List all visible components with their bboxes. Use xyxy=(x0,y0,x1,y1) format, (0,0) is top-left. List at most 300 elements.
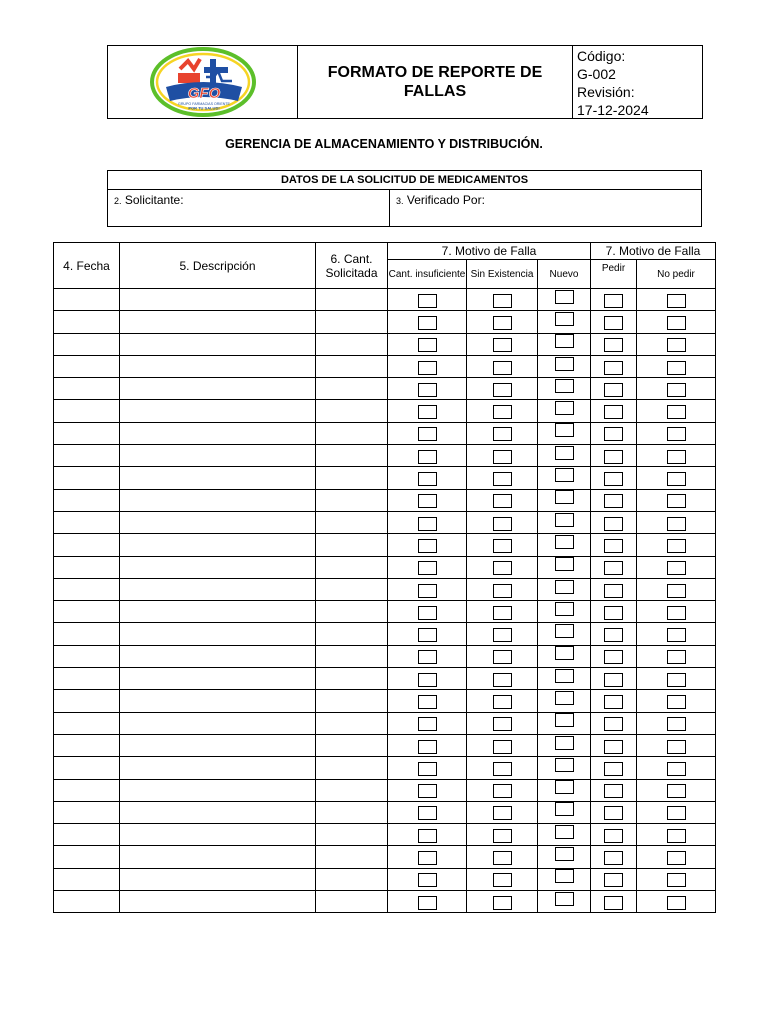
nuevo-cell xyxy=(538,578,591,600)
nuevo-checkbox[interactable] xyxy=(555,468,574,482)
sin-existencia-checkbox[interactable] xyxy=(493,896,512,910)
cant-solicitada-cell[interactable] xyxy=(316,534,388,556)
document-code-block xyxy=(573,46,702,118)
descripcion-cell[interactable] xyxy=(120,400,316,422)
fecha-cell[interactable] xyxy=(54,690,120,712)
document-header xyxy=(107,45,703,119)
cant-solicitada-cell[interactable] xyxy=(316,422,388,444)
nuevo-checkbox[interactable] xyxy=(555,758,574,772)
descripcion-cell[interactable] xyxy=(120,868,316,890)
no-pedir-checkbox[interactable] xyxy=(667,338,686,352)
table-row xyxy=(54,489,716,511)
request-data-box xyxy=(107,170,702,227)
sin-existencia-cell xyxy=(467,623,538,645)
no-pedir-checkbox[interactable] xyxy=(667,673,686,687)
table-row xyxy=(54,556,716,578)
cant-insuficiente-cell xyxy=(388,333,467,355)
table-row xyxy=(54,289,716,311)
cant-solicitada-cell[interactable] xyxy=(316,623,388,645)
sin-existencia-checkbox[interactable] xyxy=(493,740,512,754)
descripcion-cell[interactable] xyxy=(120,556,316,578)
no-pedir-checkbox[interactable] xyxy=(667,717,686,731)
cant-insuficiente-checkbox[interactable] xyxy=(418,316,437,330)
pedir-checkbox[interactable] xyxy=(604,829,623,843)
fecha-cell[interactable] xyxy=(54,757,120,779)
cant-insuficiente-checkbox[interactable] xyxy=(418,806,437,820)
no-pedir-cell xyxy=(637,690,716,712)
cant-insuficiente-checkbox[interactable] xyxy=(418,740,437,754)
revision-label: Revisión: xyxy=(577,84,635,100)
descripcion-cell[interactable] xyxy=(120,779,316,801)
nuevo-checkbox[interactable] xyxy=(555,513,574,527)
no-pedir-checkbox[interactable] xyxy=(667,829,686,843)
pedir-cell xyxy=(591,623,637,645)
cant-insuficiente-cell xyxy=(388,489,467,511)
fecha-cell[interactable] xyxy=(54,891,120,913)
fecha-cell[interactable] xyxy=(54,289,120,311)
no-pedir-cell xyxy=(637,734,716,756)
fecha-cell[interactable] xyxy=(54,712,120,734)
cant-insuficiente-checkbox[interactable] xyxy=(418,383,437,397)
pedir-checkbox[interactable] xyxy=(604,294,623,308)
cant-solicitada-cell[interactable] xyxy=(316,891,388,913)
pedir-checkbox[interactable] xyxy=(604,338,623,352)
fecha-cell[interactable] xyxy=(54,668,120,690)
cant-insuficiente-checkbox[interactable] xyxy=(418,494,437,508)
table-row xyxy=(54,378,716,400)
fecha-cell[interactable] xyxy=(54,378,120,400)
descripcion-cell[interactable] xyxy=(120,289,316,311)
sin-existencia-checkbox[interactable] xyxy=(493,405,512,419)
no-pedir-checkbox[interactable] xyxy=(667,695,686,709)
nuevo-checkbox[interactable] xyxy=(555,691,574,705)
cant-insuficiente-cell xyxy=(388,511,467,533)
no-pedir-cell xyxy=(637,400,716,422)
pedir-checkbox[interactable] xyxy=(604,762,623,776)
nuevo-checkbox[interactable] xyxy=(555,713,574,727)
sin-existencia-checkbox[interactable] xyxy=(493,517,512,531)
nuevo-checkbox[interactable] xyxy=(555,490,574,504)
table-row xyxy=(54,578,716,600)
no-pedir-cell xyxy=(637,422,716,444)
cant-insuficiente-checkbox[interactable] xyxy=(418,517,437,531)
nuevo-cell xyxy=(538,355,591,377)
fecha-cell[interactable] xyxy=(54,311,120,333)
pedir-checkbox[interactable] xyxy=(604,896,623,910)
sin-existencia-cell xyxy=(467,489,538,511)
no-pedir-checkbox[interactable] xyxy=(667,628,686,642)
pedir-checkbox[interactable] xyxy=(604,561,623,575)
no-pedir-checkbox[interactable] xyxy=(667,405,686,419)
pedir-checkbox[interactable] xyxy=(604,740,623,754)
descripcion-cell[interactable] xyxy=(120,511,316,533)
cant-solicitada-cell[interactable] xyxy=(316,311,388,333)
sin-existencia-checkbox[interactable] xyxy=(493,316,512,330)
no-pedir-checkbox[interactable] xyxy=(667,851,686,865)
cant-insuficiente-checkbox[interactable] xyxy=(418,851,437,865)
nuevo-cell xyxy=(538,556,591,578)
table-row xyxy=(54,668,716,690)
no-pedir-checkbox[interactable] xyxy=(667,873,686,887)
sin-existencia-cell xyxy=(467,355,538,377)
nuevo-checkbox[interactable] xyxy=(555,602,574,616)
fecha-cell[interactable] xyxy=(54,578,120,600)
no-pedir-checkbox[interactable] xyxy=(667,650,686,664)
descripcion-cell[interactable] xyxy=(120,757,316,779)
header-nuevo: Nuevo xyxy=(538,260,591,289)
pedir-cell xyxy=(591,422,637,444)
descripcion-cell[interactable] xyxy=(120,891,316,913)
logo-slogan: POR TU SALUD! xyxy=(187,105,220,111)
table-row xyxy=(54,645,716,667)
descripcion-cell[interactable] xyxy=(120,623,316,645)
nuevo-checkbox[interactable] xyxy=(555,557,574,571)
table-row xyxy=(54,846,716,868)
cant-solicitada-cell[interactable] xyxy=(316,734,388,756)
no-pedir-checkbox[interactable] xyxy=(667,383,686,397)
no-pedir-checkbox[interactable] xyxy=(667,539,686,553)
sin-existencia-cell xyxy=(467,378,538,400)
sin-existencia-cell xyxy=(467,467,538,489)
sin-existencia-checkbox[interactable] xyxy=(493,628,512,642)
sin-existencia-checkbox[interactable] xyxy=(493,539,512,553)
no-pedir-cell xyxy=(637,467,716,489)
cant-insuficiente-checkbox[interactable] xyxy=(418,896,437,910)
pedir-checkbox[interactable] xyxy=(604,584,623,598)
nuevo-cell xyxy=(538,378,591,400)
fecha-cell[interactable] xyxy=(54,333,120,355)
descripcion-cell[interactable] xyxy=(120,422,316,444)
sin-existencia-checkbox[interactable] xyxy=(493,450,512,464)
nuevo-cell xyxy=(538,511,591,533)
table-row xyxy=(54,534,716,556)
fecha-cell[interactable] xyxy=(54,645,120,667)
nuevo-checkbox[interactable] xyxy=(555,401,574,415)
no-pedir-checkbox[interactable] xyxy=(667,494,686,508)
descripcion-cell[interactable] xyxy=(120,445,316,467)
cant-insuficiente-checkbox[interactable] xyxy=(418,361,437,375)
pedir-checkbox[interactable] xyxy=(604,873,623,887)
sin-existencia-checkbox[interactable] xyxy=(493,383,512,397)
no-pedir-checkbox[interactable] xyxy=(667,806,686,820)
solicitante-number: 2. xyxy=(114,196,122,206)
pedir-checkbox[interactable] xyxy=(604,650,623,664)
sin-existencia-cell xyxy=(467,511,538,533)
pedir-checkbox[interactable] xyxy=(604,427,623,441)
cant-insuficiente-cell xyxy=(388,534,467,556)
cant-solicitada-cell[interactable] xyxy=(316,556,388,578)
fecha-cell[interactable] xyxy=(54,534,120,556)
cant-solicitada-cell[interactable] xyxy=(316,289,388,311)
sin-existencia-checkbox[interactable] xyxy=(493,427,512,441)
cant-insuficiente-checkbox[interactable] xyxy=(418,405,437,419)
cant-solicitada-cell[interactable] xyxy=(316,601,388,623)
descripcion-cell[interactable] xyxy=(120,467,316,489)
verificado-field[interactable] xyxy=(390,190,701,227)
pedir-checkbox[interactable] xyxy=(604,361,623,375)
sin-existencia-checkbox[interactable] xyxy=(493,472,512,486)
sin-existencia-checkbox[interactable] xyxy=(493,829,512,843)
sin-existencia-cell xyxy=(467,779,538,801)
sin-existencia-checkbox[interactable] xyxy=(493,494,512,508)
cant-insuficiente-checkbox[interactable] xyxy=(418,784,437,798)
cant-solicitada-cell[interactable] xyxy=(316,801,388,823)
descripcion-cell[interactable] xyxy=(120,489,316,511)
cant-insuficiente-checkbox[interactable] xyxy=(418,561,437,575)
no-pedir-checkbox[interactable] xyxy=(667,561,686,575)
sin-existencia-checkbox[interactable] xyxy=(493,762,512,776)
sin-existencia-checkbox[interactable] xyxy=(493,784,512,798)
cant-insuficiente-checkbox[interactable] xyxy=(418,873,437,887)
nuevo-cell xyxy=(538,712,591,734)
fecha-cell[interactable] xyxy=(54,734,120,756)
descripcion-cell[interactable] xyxy=(120,378,316,400)
fecha-cell[interactable] xyxy=(54,400,120,422)
cant-solicitada-cell[interactable] xyxy=(316,846,388,868)
nuevo-checkbox[interactable] xyxy=(555,825,574,839)
no-pedir-cell xyxy=(637,378,716,400)
cant-insuficiente-checkbox[interactable] xyxy=(418,717,437,731)
no-pedir-cell xyxy=(637,623,716,645)
cant-insuficiente-checkbox[interactable] xyxy=(418,762,437,776)
cant-solicitada-cell[interactable] xyxy=(316,645,388,667)
pedir-checkbox[interactable] xyxy=(604,517,623,531)
pedir-checkbox[interactable] xyxy=(604,405,623,419)
no-pedir-checkbox[interactable] xyxy=(667,427,686,441)
no-pedir-checkbox[interactable] xyxy=(667,316,686,330)
pedir-checkbox[interactable] xyxy=(604,628,623,642)
nuevo-cell xyxy=(538,801,591,823)
cant-solicitada-cell[interactable] xyxy=(316,378,388,400)
cant-insuficiente-checkbox[interactable] xyxy=(418,829,437,843)
no-pedir-checkbox[interactable] xyxy=(667,740,686,754)
no-pedir-checkbox[interactable] xyxy=(667,472,686,486)
sin-existencia-cell xyxy=(467,734,538,756)
pedir-checkbox[interactable] xyxy=(604,606,623,620)
descripcion-cell[interactable] xyxy=(120,690,316,712)
pedir-checkbox[interactable] xyxy=(604,494,623,508)
cant-solicitada-cell[interactable] xyxy=(316,668,388,690)
nuevo-checkbox[interactable] xyxy=(555,736,574,750)
descripcion-cell[interactable] xyxy=(120,355,316,377)
pedir-checkbox[interactable] xyxy=(604,316,623,330)
nuevo-checkbox[interactable] xyxy=(555,312,574,326)
pedir-checkbox[interactable] xyxy=(604,717,623,731)
fecha-cell[interactable] xyxy=(54,467,120,489)
no-pedir-cell xyxy=(637,668,716,690)
fecha-cell[interactable] xyxy=(54,846,120,868)
solicitante-field[interactable] xyxy=(108,190,390,227)
cant-solicitada-cell[interactable] xyxy=(316,489,388,511)
cant-solicitada-cell[interactable] xyxy=(316,578,388,600)
cant-solicitada-cell[interactable] xyxy=(316,824,388,846)
cant-insuficiente-checkbox[interactable] xyxy=(418,539,437,553)
fecha-cell[interactable] xyxy=(54,445,120,467)
descripcion-cell[interactable] xyxy=(120,846,316,868)
no-pedir-cell xyxy=(637,311,716,333)
pedir-cell xyxy=(591,645,637,667)
no-pedir-checkbox[interactable] xyxy=(667,584,686,598)
pedir-cell xyxy=(591,489,637,511)
nuevo-checkbox[interactable] xyxy=(555,780,574,794)
sin-existencia-cell xyxy=(467,311,538,333)
sin-existencia-checkbox[interactable] xyxy=(493,294,512,308)
sin-existencia-checkbox[interactable] xyxy=(493,561,512,575)
fecha-cell[interactable] xyxy=(54,868,120,890)
sin-existencia-checkbox[interactable] xyxy=(493,361,512,375)
nuevo-checkbox[interactable] xyxy=(555,379,574,393)
no-pedir-cell xyxy=(637,511,716,533)
revision-value: 17-12-2024 xyxy=(577,102,649,118)
descripcion-cell[interactable] xyxy=(120,712,316,734)
cant-solicitada-cell[interactable] xyxy=(316,333,388,355)
nuevo-checkbox[interactable] xyxy=(555,646,574,660)
nuevo-checkbox[interactable] xyxy=(555,869,574,883)
sin-existencia-cell xyxy=(467,601,538,623)
fecha-cell[interactable] xyxy=(54,489,120,511)
no-pedir-checkbox[interactable] xyxy=(667,762,686,776)
cant-solicitada-cell[interactable] xyxy=(316,355,388,377)
pedir-cell xyxy=(591,757,637,779)
no-pedir-cell xyxy=(637,333,716,355)
cant-solicitada-cell[interactable] xyxy=(316,400,388,422)
cant-insuficiente-checkbox[interactable] xyxy=(418,472,437,486)
descripcion-cell[interactable] xyxy=(120,824,316,846)
pedir-checkbox[interactable] xyxy=(604,539,623,553)
pedir-checkbox[interactable] xyxy=(604,383,623,397)
pedir-checkbox[interactable] xyxy=(604,784,623,798)
pedir-cell xyxy=(591,400,637,422)
cant-insuficiente-cell xyxy=(388,378,467,400)
nuevo-checkbox[interactable] xyxy=(555,669,574,683)
cant-insuficiente-checkbox[interactable] xyxy=(418,628,437,642)
fecha-cell[interactable] xyxy=(54,801,120,823)
cant-insuficiente-cell xyxy=(388,400,467,422)
fecha-cell[interactable] xyxy=(54,623,120,645)
descripcion-cell[interactable] xyxy=(120,311,316,333)
sin-existencia-checkbox[interactable] xyxy=(493,338,512,352)
no-pedir-checkbox[interactable] xyxy=(667,606,686,620)
nuevo-checkbox[interactable] xyxy=(555,847,574,861)
no-pedir-cell xyxy=(637,824,716,846)
no-pedir-checkbox[interactable] xyxy=(667,450,686,464)
no-pedir-checkbox[interactable] xyxy=(667,517,686,531)
no-pedir-checkbox[interactable] xyxy=(667,361,686,375)
fecha-cell[interactable] xyxy=(54,779,120,801)
nuevo-checkbox[interactable] xyxy=(555,580,574,594)
fecha-cell[interactable] xyxy=(54,511,120,533)
sin-existencia-cell xyxy=(467,891,538,913)
descripcion-cell[interactable] xyxy=(120,668,316,690)
nuevo-checkbox[interactable] xyxy=(555,423,574,437)
no-pedir-checkbox[interactable] xyxy=(667,784,686,798)
fecha-cell[interactable] xyxy=(54,422,120,444)
request-data-title: DATOS DE LA SOLICITUD DE MEDICAMENTOS xyxy=(108,171,701,190)
nuevo-checkbox[interactable] xyxy=(555,802,574,816)
cant-insuficiente-checkbox[interactable] xyxy=(418,338,437,352)
sin-existencia-checkbox[interactable] xyxy=(493,584,512,598)
cant-solicitada-cell[interactable] xyxy=(316,511,388,533)
sin-existencia-checkbox[interactable] xyxy=(493,695,512,709)
cant-solicitada-cell[interactable] xyxy=(316,868,388,890)
pedir-checkbox[interactable] xyxy=(604,450,623,464)
nuevo-checkbox[interactable] xyxy=(555,535,574,549)
sin-existencia-checkbox[interactable] xyxy=(493,650,512,664)
descripcion-cell[interactable] xyxy=(120,333,316,355)
fecha-cell[interactable] xyxy=(54,824,120,846)
cant-solicitada-cell[interactable] xyxy=(316,467,388,489)
cant-insuficiente-checkbox[interactable] xyxy=(418,673,437,687)
cant-solicitada-cell[interactable] xyxy=(316,690,388,712)
pedir-checkbox[interactable] xyxy=(604,851,623,865)
sin-existencia-checkbox[interactable] xyxy=(493,806,512,820)
nuevo-cell xyxy=(538,534,591,556)
descripcion-cell[interactable] xyxy=(120,734,316,756)
descripcion-cell[interactable] xyxy=(120,601,316,623)
cant-insuficiente-checkbox[interactable] xyxy=(418,695,437,709)
cant-insuficiente-checkbox[interactable] xyxy=(418,450,437,464)
nuevo-checkbox[interactable] xyxy=(555,290,574,304)
pedir-cell xyxy=(591,511,637,533)
cant-solicitada-cell[interactable] xyxy=(316,712,388,734)
nuevo-checkbox[interactable] xyxy=(555,892,574,906)
sin-existencia-checkbox[interactable] xyxy=(493,606,512,620)
nuevo-checkbox[interactable] xyxy=(555,357,574,371)
descripcion-cell[interactable] xyxy=(120,801,316,823)
pedir-cell xyxy=(591,668,637,690)
descripcion-cell[interactable] xyxy=(120,534,316,556)
cant-insuficiente-cell xyxy=(388,668,467,690)
cant-solicitada-cell[interactable] xyxy=(316,445,388,467)
cant-insuficiente-checkbox[interactable] xyxy=(418,606,437,620)
sin-existencia-checkbox[interactable] xyxy=(493,873,512,887)
fecha-cell[interactable] xyxy=(54,355,120,377)
cant-solicitada-cell[interactable] xyxy=(316,779,388,801)
sin-existencia-checkbox[interactable] xyxy=(493,673,512,687)
sin-existencia-checkbox[interactable] xyxy=(493,851,512,865)
fecha-cell[interactable] xyxy=(54,601,120,623)
no-pedir-checkbox[interactable] xyxy=(667,294,686,308)
pedir-checkbox[interactable] xyxy=(604,673,623,687)
solicitante-label: Solicitante: xyxy=(124,193,184,207)
sin-existencia-cell xyxy=(467,400,538,422)
pedir-checkbox[interactable] xyxy=(604,806,623,820)
cant-insuficiente-checkbox[interactable] xyxy=(418,584,437,598)
cant-insuficiente-cell xyxy=(388,801,467,823)
nuevo-checkbox[interactable] xyxy=(555,334,574,348)
cant-insuficiente-checkbox[interactable] xyxy=(418,427,437,441)
sin-existencia-checkbox[interactable] xyxy=(493,717,512,731)
cant-insuficiente-checkbox[interactable] xyxy=(418,294,437,308)
nuevo-cell xyxy=(538,734,591,756)
nuevo-cell xyxy=(538,779,591,801)
sin-existencia-cell xyxy=(467,801,538,823)
descripcion-cell[interactable] xyxy=(120,645,316,667)
nuevo-checkbox[interactable] xyxy=(555,446,574,460)
table-row xyxy=(54,467,716,489)
descripcion-cell[interactable] xyxy=(120,578,316,600)
fecha-cell[interactable] xyxy=(54,556,120,578)
no-pedir-checkbox[interactable] xyxy=(667,896,686,910)
cant-insuficiente-cell xyxy=(388,824,467,846)
no-pedir-cell xyxy=(637,801,716,823)
nuevo-checkbox[interactable] xyxy=(555,624,574,638)
cant-solicitada-cell[interactable] xyxy=(316,757,388,779)
pedir-cell xyxy=(591,690,637,712)
cant-insuficiente-checkbox[interactable] xyxy=(418,650,437,664)
pedir-checkbox[interactable] xyxy=(604,695,623,709)
pedir-checkbox[interactable] xyxy=(604,472,623,486)
